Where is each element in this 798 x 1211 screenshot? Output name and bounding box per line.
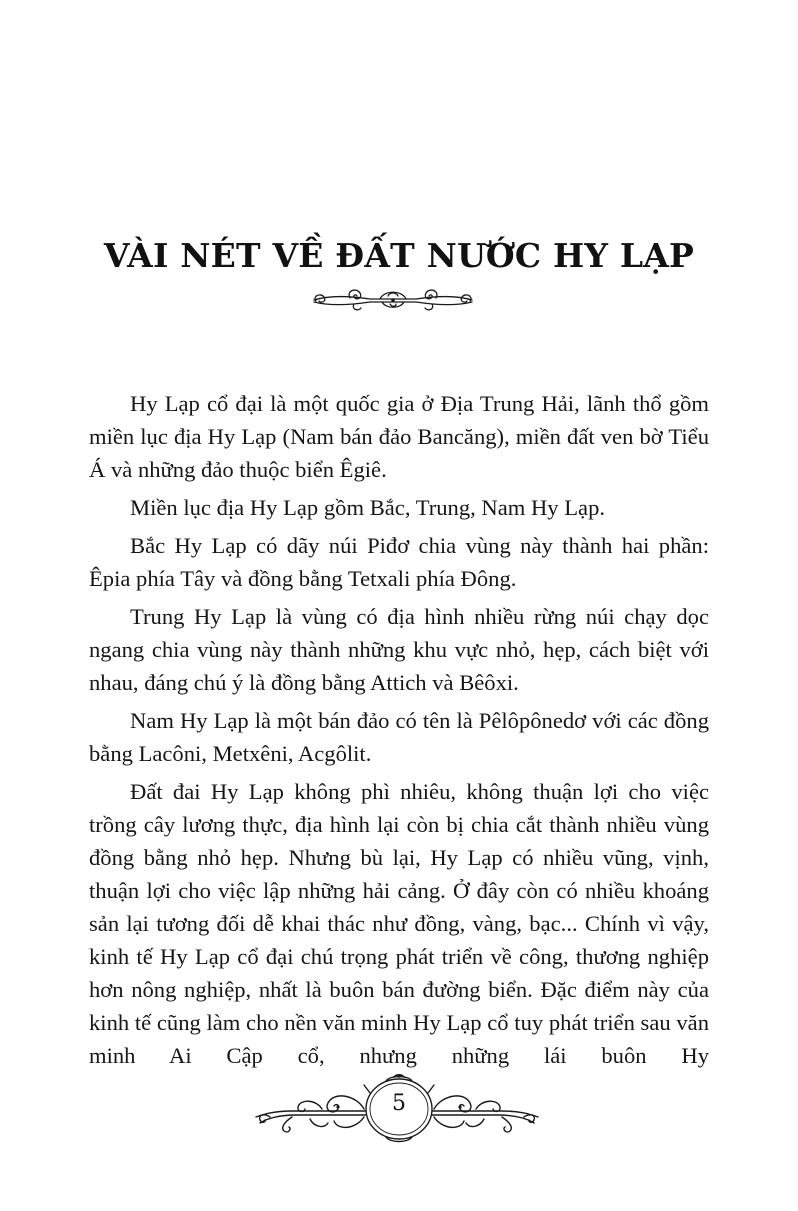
paragraph: Miền lục địa Hy Lạp gồm Bắc, Trung, Nam Hy Lạp.: [130, 495, 606, 520]
paragraph: Trung Hy Lạp là vùng có địa hình nhiều rừng núi chạy dọc ngang chia vùng này thành những khu vực nhỏ, hẹp, cách biệt với nhau, đáng chú ý là đồng bằng Attich và Bêôxi.: [89, 604, 709, 695]
page-number: 5: [392, 1091, 406, 1116]
paragraph: Đất đai Hy Lạp không phì nhiêu, không thuận lợi cho việc trồng cây lương thực, địa hình lại còn bị chia cắt thành nhiều vùng đồng bằng nhỏ hẹp. Nhưng bù lại, Hy Lạp có nhiều vũng, vịnh, thuận lợi cho việc lập những hải cảng. Ở đây còn có nhiều khoáng sản lại tương đối dễ khai thác như đồng, vàng, bạc... Chính vì vậy, kinh tế Hy Lạp cổ đại chú trọng phát triển về công, thương nghiệp hơn nông nghiệp, nhất là buôn bán đường biển. Đặc điểm này của kinh tế cũng làm cho nền văn minh Hy Lạp cổ tuy phát triển sau văn minh Ai Cập cổ, nhưng những lái buôn Hy: [89, 779, 709, 1068]
chapter-title: VÀI NÉT VỀ ĐẤT NƯỚC HY LẠP: [103, 236, 695, 275]
paragraph: Bắc Hy Lạp có dãy núi Piđơ chia vùng này thành hai phần: Êpia phía Tây và đồng bằng Tetxali phía Đông.: [89, 533, 709, 591]
title-flourish-ornament: [310, 287, 476, 313]
paragraph: Hy Lạp cổ đại là một quốc gia ở Địa Trung Hải, lãnh thổ gồm miền lục địa Hy Lạp (Nam bán đảo Bancăng), miền đất ven bờ Tiểu Á và những đảo thuộc biển Êgiê.: [89, 391, 709, 482]
paragraph: Nam Hy Lạp là một bán đảo có tên là Pêlôpônedơ với các đồng bằng Lacôni, Metxêni, Acgôlit.: [89, 708, 709, 766]
body-text: [89, 387, 709, 1077]
